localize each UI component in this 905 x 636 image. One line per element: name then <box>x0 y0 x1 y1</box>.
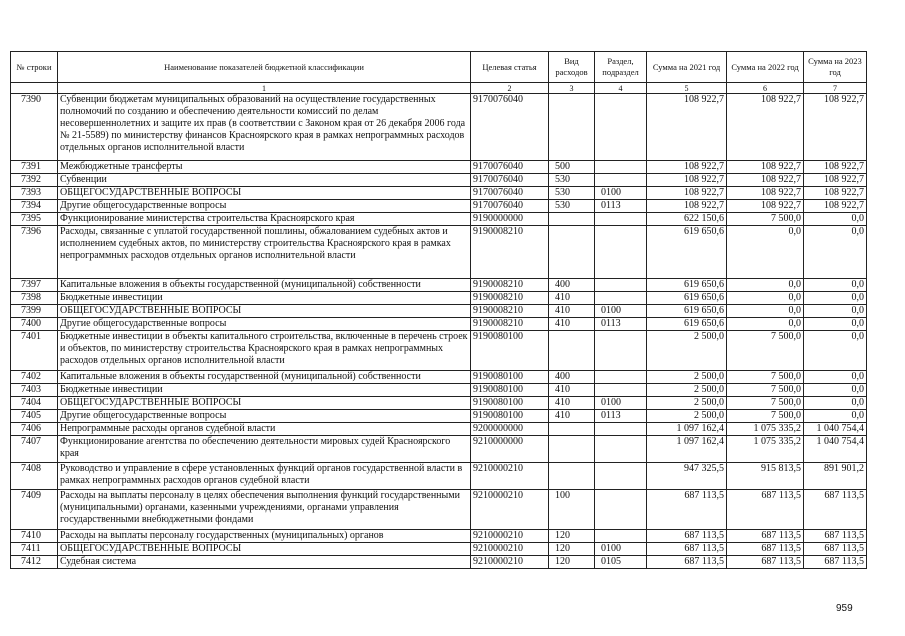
row-sum2023: 687 113,5 <box>804 530 867 543</box>
row-sum2022: 915 813,5 <box>727 463 804 490</box>
row-number: 7411 <box>11 543 58 556</box>
header-num: 1 <box>58 83 471 94</box>
table-header <box>11 52 867 94</box>
header-sum2022: Сумма на 2022 год <box>727 52 804 83</box>
row-kind: 530 <box>549 200 595 213</box>
header-name: Наименование показателей бюджетной классификации <box>58 52 471 83</box>
row-number: 7405 <box>11 410 58 423</box>
row-sum2021: 108 922,7 <box>647 161 727 174</box>
row-target: 9190080100 <box>471 410 549 423</box>
row-kind: 410 <box>549 384 595 397</box>
row-sum2021: 108 922,7 <box>647 174 727 187</box>
row-sum2023: 108 922,7 <box>804 161 867 174</box>
row-sum2021: 619 650,6 <box>647 305 727 318</box>
row-section <box>595 94 647 161</box>
row-sum2023: 0,0 <box>804 292 867 305</box>
row-sum2022: 687 113,5 <box>727 490 804 530</box>
row-number: 7410 <box>11 530 58 543</box>
header-num: 4 <box>595 83 647 94</box>
row-section <box>595 279 647 292</box>
row-number: 7408 <box>11 463 58 490</box>
row-number: 7407 <box>11 436 58 463</box>
row-sum2022: 7 500,0 <box>727 371 804 384</box>
row-kind <box>549 94 595 161</box>
row-kind: 410 <box>549 410 595 423</box>
row-kind: 400 <box>549 279 595 292</box>
header-num: 3 <box>549 83 595 94</box>
row-number: 7397 <box>11 279 58 292</box>
table-row <box>11 226 867 279</box>
row-sum2023: 108 922,7 <box>804 174 867 187</box>
row-name: Расходы на выплаты персоналу государственных (муниципальных) органов <box>58 530 471 543</box>
row-target: 9190080100 <box>471 371 549 384</box>
row-section <box>595 490 647 530</box>
row-number: 7401 <box>11 331 58 371</box>
row-name: Другие общегосударственные вопросы <box>58 410 471 423</box>
row-name: ОБЩЕГОСУДАРСТВЕННЫЕ ВОПРОСЫ <box>58 305 471 318</box>
row-sum2023: 687 113,5 <box>804 490 867 530</box>
row-sum2021: 619 650,6 <box>647 226 727 279</box>
row-sum2021: 108 922,7 <box>647 200 727 213</box>
table-row <box>11 331 867 371</box>
row-sum2022: 7 500,0 <box>727 397 804 410</box>
row-section <box>595 213 647 226</box>
row-sum2023: 108 922,7 <box>804 94 867 161</box>
row-target: 9210000210 <box>471 530 549 543</box>
row-sum2021: 2 500,0 <box>647 371 727 384</box>
row-sum2021: 2 500,0 <box>647 331 727 371</box>
header-kind: Вид расходов <box>549 52 595 83</box>
row-number: 7396 <box>11 226 58 279</box>
row-target: 9170076040 <box>471 174 549 187</box>
row-section <box>595 161 647 174</box>
row-kind: 410 <box>549 397 595 410</box>
row-sum2023: 0,0 <box>804 397 867 410</box>
row-sum2021: 619 650,6 <box>647 279 727 292</box>
row-sum2023: 0,0 <box>804 213 867 226</box>
row-number: 7412 <box>11 556 58 569</box>
row-section <box>595 530 647 543</box>
row-kind: 120 <box>549 556 595 569</box>
table-row <box>11 292 867 305</box>
header-num-blank <box>11 83 58 94</box>
row-kind: 500 <box>549 161 595 174</box>
row-sum2023: 0,0 <box>804 305 867 318</box>
table-row <box>11 410 867 423</box>
row-name: Расходы, связанные с уплатой государственной пошлины, обжалованием судебных актов и исполнением судебных актов, по министерству строительства Красноярского края в рамках непрограммных расходов отдельных органов исполнительной власти <box>58 226 471 279</box>
row-sum2022: 1 075 335,2 <box>727 423 804 436</box>
row-sum2022: 0,0 <box>727 318 804 331</box>
row-kind <box>549 436 595 463</box>
row-name: Непрограммные расходы органов судебной власти <box>58 423 471 436</box>
row-name: Другие общегосударственные вопросы <box>58 318 471 331</box>
header-sum2023: Сумма на 2023 год <box>804 52 867 83</box>
row-sum2022: 7 500,0 <box>727 213 804 226</box>
header-num: 7 <box>804 83 867 94</box>
row-target: 9170076040 <box>471 187 549 200</box>
row-sum2022: 108 922,7 <box>727 187 804 200</box>
row-target: 9190080100 <box>471 384 549 397</box>
row-sum2023: 1 040 754,4 <box>804 436 867 463</box>
row-name: Другие общегосударственные вопросы <box>58 200 471 213</box>
row-number: 7406 <box>11 423 58 436</box>
table-row <box>11 187 867 200</box>
budget-table <box>10 51 867 569</box>
row-number: 7390 <box>11 94 58 161</box>
row-kind <box>549 226 595 279</box>
row-section <box>595 331 647 371</box>
row-name: Субвенции <box>58 174 471 187</box>
row-number: 7403 <box>11 384 58 397</box>
row-sum2021: 687 113,5 <box>647 543 727 556</box>
row-number: 7399 <box>11 305 58 318</box>
row-name: Функционирование министерства строительства Красноярского края <box>58 213 471 226</box>
row-sum2023: 0,0 <box>804 371 867 384</box>
row-sum2022: 687 113,5 <box>727 543 804 556</box>
row-target: 9210000210 <box>471 543 549 556</box>
row-kind <box>549 463 595 490</box>
row-name: ОБЩЕГОСУДАРСТВЕННЫЕ ВОПРОСЫ <box>58 397 471 410</box>
table-row <box>11 397 867 410</box>
row-target: 9170076040 <box>471 94 549 161</box>
row-sum2022: 108 922,7 <box>727 161 804 174</box>
row-name: ОБЩЕГОСУДАРСТВЕННЫЕ ВОПРОСЫ <box>58 543 471 556</box>
row-number: 7392 <box>11 174 58 187</box>
row-number: 7404 <box>11 397 58 410</box>
row-name: Капитальные вложения в объекты государственной (муниципальной) собственности <box>58 279 471 292</box>
table-row <box>11 94 867 161</box>
row-sum2022: 7 500,0 <box>727 384 804 397</box>
row-section: 0100 <box>595 305 647 318</box>
row-target: 9190008210 <box>471 279 549 292</box>
row-number: 7402 <box>11 371 58 384</box>
row-kind: 530 <box>549 187 595 200</box>
row-sum2022: 1 075 335,2 <box>727 436 804 463</box>
table-row <box>11 436 867 463</box>
row-sum2023: 891 901,2 <box>804 463 867 490</box>
row-kind: 530 <box>549 174 595 187</box>
header-section: Раздел, подраздел <box>595 52 647 83</box>
row-name: ОБЩЕГОСУДАРСТВЕННЫЕ ВОПРОСЫ <box>58 187 471 200</box>
header-num: 5 <box>647 83 727 94</box>
row-sum2021: 619 650,6 <box>647 318 727 331</box>
row-sum2021: 687 113,5 <box>647 530 727 543</box>
row-number: 7394 <box>11 200 58 213</box>
row-sum2021: 1 097 162,4 <box>647 436 727 463</box>
row-target: 9190008210 <box>471 292 549 305</box>
row-sum2021: 1 097 162,4 <box>647 423 727 436</box>
row-sum2023: 0,0 <box>804 384 867 397</box>
table-row <box>11 556 867 569</box>
row-sum2022: 108 922,7 <box>727 200 804 213</box>
row-name: Руководство и управление в сфере установленных функций органов государственной власти в рамках непрограммных расходов органов судебной власти <box>58 463 471 490</box>
row-section: 0100 <box>595 397 647 410</box>
row-number: 7395 <box>11 213 58 226</box>
table-row <box>11 423 867 436</box>
row-sum2023: 687 113,5 <box>804 543 867 556</box>
row-sum2023: 0,0 <box>804 331 867 371</box>
row-sum2023: 1 040 754,4 <box>804 423 867 436</box>
row-sum2022: 0,0 <box>727 305 804 318</box>
row-number: 7409 <box>11 490 58 530</box>
row-target: 9170076040 <box>471 200 549 213</box>
row-target: 9200000000 <box>471 423 549 436</box>
row-section <box>595 174 647 187</box>
row-kind: 400 <box>549 371 595 384</box>
row-target: 9190080100 <box>471 331 549 371</box>
row-section <box>595 423 647 436</box>
row-target: 9190000000 <box>471 213 549 226</box>
row-target: 9170076040 <box>471 161 549 174</box>
row-sum2022: 0,0 <box>727 226 804 279</box>
row-sum2022: 7 500,0 <box>727 410 804 423</box>
row-kind: 120 <box>549 530 595 543</box>
row-section: 0100 <box>595 187 647 200</box>
row-sum2021: 2 500,0 <box>647 410 727 423</box>
table-row <box>11 213 867 226</box>
row-section: 0113 <box>595 318 647 331</box>
row-sum2022: 0,0 <box>727 279 804 292</box>
row-sum2021: 947 325,5 <box>647 463 727 490</box>
row-sum2023: 687 113,5 <box>804 556 867 569</box>
row-target: 9210000210 <box>471 556 549 569</box>
row-name: Бюджетные инвестиции в объекты капитального строительства, включенные в перечень строек и объектов, по министерству строительства Красноярского края в рамках непрограммных расходов отдельных органов исполнительной власти <box>58 331 471 371</box>
table-row <box>11 530 867 543</box>
row-section <box>595 384 647 397</box>
header-target: Целевая статья <box>471 52 549 83</box>
row-kind <box>549 423 595 436</box>
row-name: Судебная система <box>58 556 471 569</box>
row-name: Бюджетные инвестиции <box>58 292 471 305</box>
row-number: 7400 <box>11 318 58 331</box>
row-target: 9190080100 <box>471 397 549 410</box>
table-row <box>11 490 867 530</box>
row-sum2022: 7 500,0 <box>727 331 804 371</box>
row-sum2022: 687 113,5 <box>727 556 804 569</box>
row-section <box>595 371 647 384</box>
row-sum2023: 108 922,7 <box>804 200 867 213</box>
row-number: 7391 <box>11 161 58 174</box>
row-section <box>595 226 647 279</box>
table-row <box>11 279 867 292</box>
row-target: 9190008210 <box>471 226 549 279</box>
row-section <box>595 436 647 463</box>
row-kind: 120 <box>549 543 595 556</box>
table-row <box>11 543 867 556</box>
row-name: Субвенции бюджетам муниципальных образований на осуществление государственных полномочий по созданию и обеспечению деятельности комиссий по делам несовершеннолетних и защите их прав (в соответствии с Законом края от 26 декабря 2006 года № 21-5589) по министерству финансов Красноярского края в рамках непрограммных расходов отдельных органов исполнительной власти <box>58 94 471 161</box>
header-num: 2 <box>471 83 549 94</box>
table-body <box>11 94 867 569</box>
row-section: 0113 <box>595 410 647 423</box>
row-number: 7393 <box>11 187 58 200</box>
row-sum2021: 619 650,6 <box>647 292 727 305</box>
row-sum2022: 687 113,5 <box>727 530 804 543</box>
header-sum2021: Сумма на 2021 год <box>647 52 727 83</box>
row-sum2021: 687 113,5 <box>647 490 727 530</box>
row-section: 0105 <box>595 556 647 569</box>
row-kind <box>549 331 595 371</box>
row-kind: 410 <box>549 292 595 305</box>
row-kind: 100 <box>549 490 595 530</box>
row-sum2021: 108 922,7 <box>647 94 727 161</box>
row-target: 9210000000 <box>471 436 549 463</box>
row-sum2022: 108 922,7 <box>727 94 804 161</box>
row-kind <box>549 213 595 226</box>
row-sum2022: 0,0 <box>727 292 804 305</box>
row-name: Капитальные вложения в объекты государственной (муниципальной) собственности <box>58 371 471 384</box>
table-row <box>11 200 867 213</box>
table-row <box>11 384 867 397</box>
table-row <box>11 161 867 174</box>
row-name: Функционирование агентства по обеспечению деятельности мировых судей Красноярского края <box>58 436 471 463</box>
table-row <box>11 305 867 318</box>
row-section <box>595 463 647 490</box>
row-sum2021: 687 113,5 <box>647 556 727 569</box>
row-target: 9190008210 <box>471 318 549 331</box>
row-sum2021: 2 500,0 <box>647 384 727 397</box>
header-row-no: № строки <box>11 52 58 83</box>
row-section: 0100 <box>595 543 647 556</box>
row-sum2023: 0,0 <box>804 226 867 279</box>
table-row <box>11 463 867 490</box>
row-target: 9210000210 <box>471 463 549 490</box>
row-target: 9190008210 <box>471 305 549 318</box>
row-sum2023: 0,0 <box>804 318 867 331</box>
row-section <box>595 292 647 305</box>
table-row <box>11 371 867 384</box>
row-section: 0113 <box>595 200 647 213</box>
row-name: Бюджетные инвестиции <box>58 384 471 397</box>
row-sum2023: 0,0 <box>804 279 867 292</box>
row-name: Межбюджетные трансферты <box>58 161 471 174</box>
row-target: 9210000210 <box>471 490 549 530</box>
row-sum2023: 108 922,7 <box>804 187 867 200</box>
row-sum2021: 108 922,7 <box>647 187 727 200</box>
row-sum2021: 622 150,6 <box>647 213 727 226</box>
page-number: 959 <box>836 603 853 614</box>
header-num: 6 <box>727 83 804 94</box>
row-name: Расходы на выплаты персоналу в целях обеспечения выполнения функций государственными (муниципальными) органами, казенными учреждениями, органами управления государственными внебюджетными фондами <box>58 490 471 530</box>
row-sum2021: 2 500,0 <box>647 397 727 410</box>
table-row <box>11 174 867 187</box>
row-number: 7398 <box>11 292 58 305</box>
row-sum2022: 108 922,7 <box>727 174 804 187</box>
row-kind: 410 <box>549 318 595 331</box>
row-kind: 410 <box>549 305 595 318</box>
table-row <box>11 318 867 331</box>
row-sum2023: 0,0 <box>804 410 867 423</box>
